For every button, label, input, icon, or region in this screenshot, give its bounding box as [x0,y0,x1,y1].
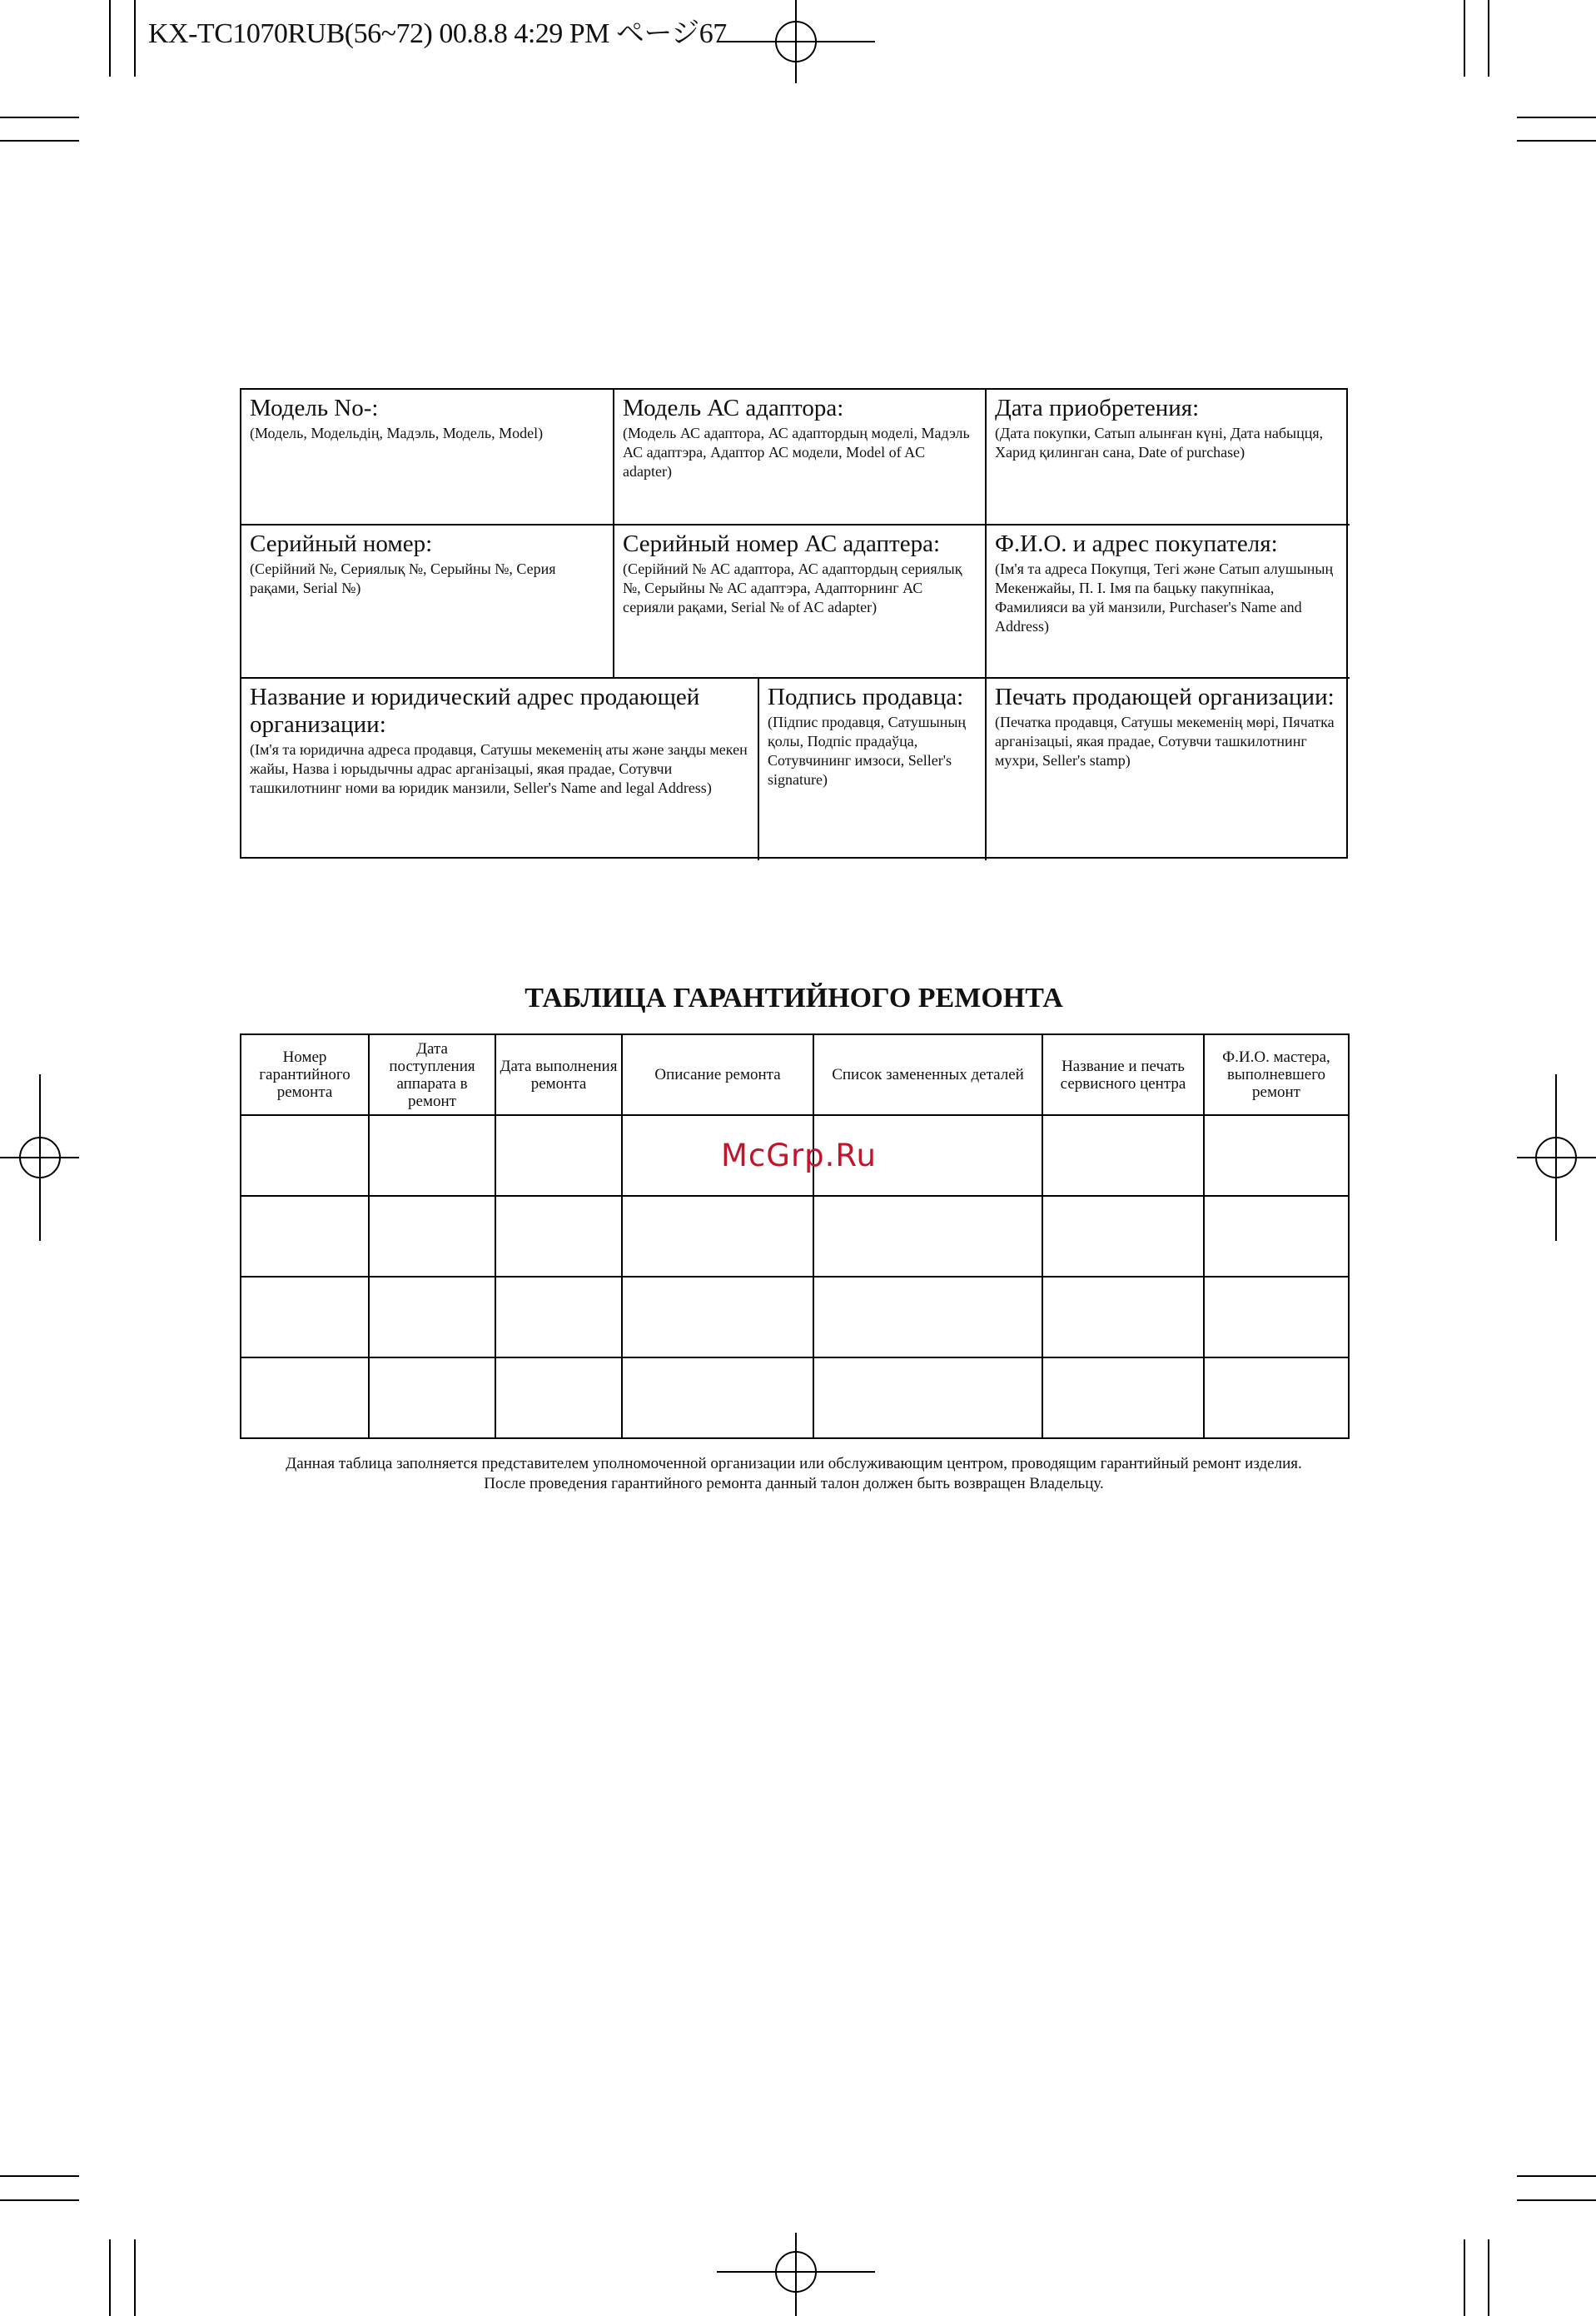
table-cell[interactable] [1204,1357,1349,1438]
model-field[interactable] [241,390,613,524]
serial-sublabel: (Серійний №, Сериялық №, Серыйны №, Серия рақами, Serial №) [250,560,556,596]
table-cell[interactable] [1204,1196,1349,1277]
table-cell[interactable] [813,1357,1042,1438]
purchase-date-field[interactable] [987,390,1350,524]
table-cell[interactable] [495,1357,622,1438]
watermark: McGrp.Ru [721,1138,877,1173]
registration-mark-top-icon [713,0,879,92]
table-cell[interactable] [241,1357,369,1438]
table-cell[interactable] [241,1115,369,1196]
table-cell[interactable] [495,1277,622,1357]
repair-table-title: ТАБЛИЦА ГАРАНТИЙНОГО РЕМОНТА [525,983,1063,1014]
registration-mark-right-icon [1513,1074,1596,1241]
table-cell[interactable] [1204,1115,1349,1196]
note-line-1: Данная таблица заполняется представителем уполномоченной организации или обслуживающим центром, проводящим гарантийный ремонт изделия. [286,1455,1302,1472]
table-cell[interactable] [1042,1357,1204,1438]
table-cell[interactable] [369,1115,495,1196]
seller-signature-field[interactable] [759,679,985,860]
buyer-sublabel: (Ім'я та адреса Покупця, Тегі және Сатып алушының Мекенжайы, П. І. Імя па бацьку пакупнікаа, Фамилияси ва уй манзили, Purchaser's Name and Address) [995,560,1334,635]
column-header: Дата выполнения ремонта [495,1034,622,1115]
model-sublabel: (Модель, Модельдің, Мадэль, Модель, Model) [250,425,544,441]
column-header: Описание ремонта [622,1034,813,1115]
registration-mark-left-icon [0,1074,83,1241]
buyer-field[interactable] [987,525,1350,677]
repair-table-note [240,1454,1348,1494]
purchase-date-sublabel: (Дата покупки, Сатып алынған күні, Дата набыцця, Харид қилинган сана, Date of purchase) [995,425,1324,461]
column-header: Название и печать сервисного центра [1042,1034,1204,1115]
repair-table [240,1033,1350,1439]
table-cell[interactable] [495,1196,622,1277]
seller-signature-label: Подпись продавца: [768,684,964,710]
table-cell[interactable] [1204,1277,1349,1357]
print-slug: KX-TC1070RUB(56~72) 00.8.8 4:29 PM ページ67 [148,18,727,49]
warranty-card [240,388,1348,859]
buyer-label: Ф.И.О. и адрес покупателя: [995,530,1278,557]
column-header: Дата поступления аппарата в ремонт [369,1034,495,1115]
table-cell[interactable] [813,1196,1042,1277]
table-cell[interactable] [369,1277,495,1357]
seller-stamp-label: Печать продающей организации: [995,684,1335,710]
column-header: Ф.И.О. мастера, выполневшего ремонт [1204,1034,1349,1115]
table-row [241,1196,1349,1277]
seller-org-field[interactable] [241,679,758,860]
registration-mark-bottom-icon [713,2229,879,2316]
table-cell[interactable] [369,1196,495,1277]
ac-serial-sublabel: (Серійний № АС адаптора, АС адаптордың сериялық №, Серыйны № АС адаптэра, Адапторнинг АС серияли рақами, Serial № of AC adapter) [623,560,962,615]
table-cell[interactable] [622,1357,813,1438]
note-line-2: После проведения гарантийного ремонта данный талон должен быть возвращен Владельцу. [484,1475,1104,1492]
seller-org-sublabel: (Ім'я та юридична адреса продавця, Сатушы мекеменің аты және заңды мекен жайы, Назва і юрыдычны адрас арганізацыі, якая прадае, Сотувчи ташкилотнинг номи ва юридик манзили, Seller's Name and legal Address) [250,741,748,796]
ac-serial-field[interactable] [614,525,985,677]
column-header: Список замененных деталей [813,1034,1042,1115]
column-header: Номер гарантийного ремонта [241,1034,369,1115]
table-cell[interactable] [241,1196,369,1277]
table-cell[interactable] [369,1357,495,1438]
purchase-date-label: Дата приобретения: [995,395,1200,421]
ac-serial-label: Серийный номер АС адаптера: [623,530,941,557]
table-row [241,1357,1349,1438]
table-cell[interactable] [1042,1277,1204,1357]
serial-label: Серийный номер: [250,530,433,557]
seller-stamp-sublabel: (Печатка продавця, Сатушы мекеменің мөрі, Пячатка арганізацыі, якая прадае, Сотувчи ташкилотнинг мухри, Seller's stamp) [995,714,1335,769]
seller-stamp-field[interactable] [987,679,1350,860]
serial-field[interactable] [241,525,613,677]
seller-signature-sublabel: (Підпис продавця, Сатушының қолы, Подпіс прадаўца, Сотувчининг имзоси, Seller's signature) [768,714,967,788]
table-cell[interactable] [622,1277,813,1357]
seller-org-label: Название и юридический адрес продающей организации: [250,684,700,738]
repair-table-header [241,1034,1349,1115]
table-cell[interactable] [495,1115,622,1196]
table-row [241,1277,1349,1357]
model-label: Модель No-: [250,395,379,421]
table-cell[interactable] [241,1277,369,1357]
ac-model-label: Модель АС адаптора: [623,395,844,421]
table-cell[interactable] [1042,1115,1204,1196]
ac-model-field[interactable] [614,390,985,524]
ac-model-sublabel: (Модель АС адаптора, АС адаптордың моделі, Мадэль АС адаптэра, Адаптор АС модели, Model of AC adapter) [623,425,970,480]
table-cell[interactable] [622,1196,813,1277]
table-cell[interactable] [813,1277,1042,1357]
table-cell[interactable] [1042,1196,1204,1277]
